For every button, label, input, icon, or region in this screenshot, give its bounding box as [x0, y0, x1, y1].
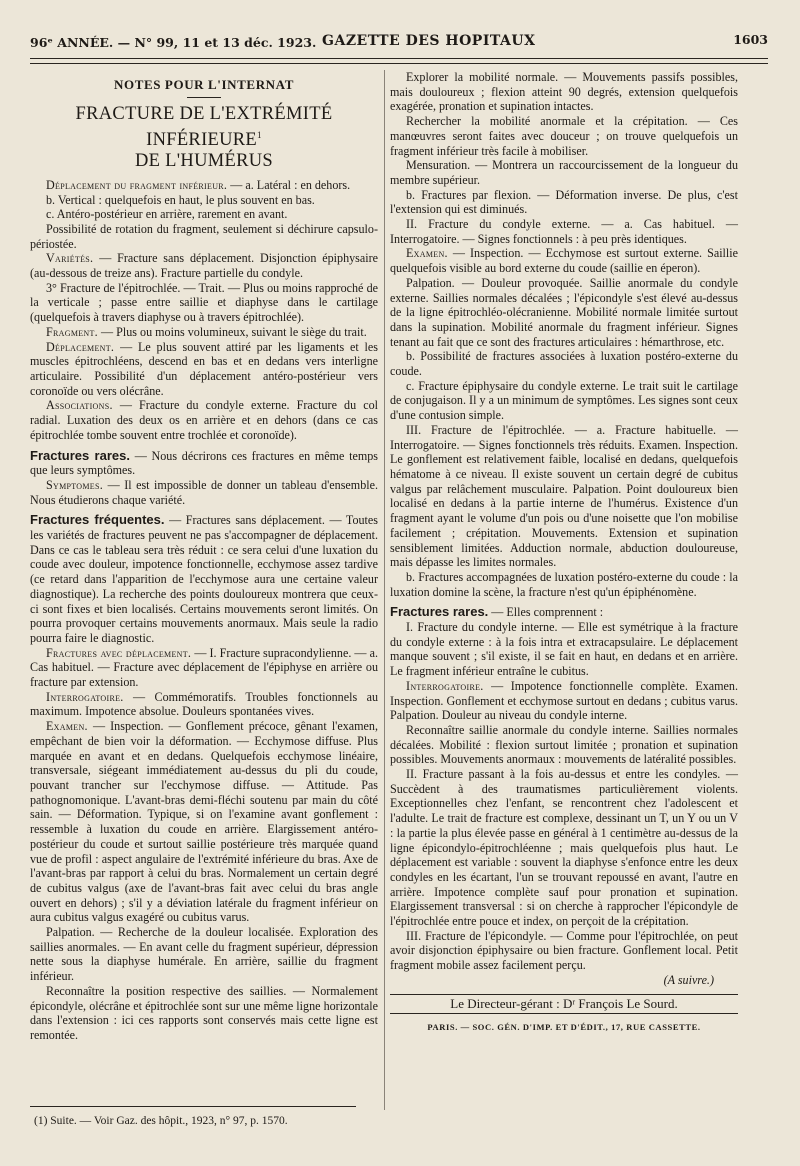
- paragraph: [30, 925, 378, 984]
- paragraph: [390, 246, 738, 275]
- paragraph-text: Palpation. — Recherche de la douleur localisée. Exploration des saillies anormales. — En avant celle du fragment supérieur, dépression nette sous la diaphyse humérale. En arrière, saillie du fragment inférieur.: [30, 925, 378, 984]
- paragraph: [30, 340, 378, 399]
- paragraph-text: b. Fractures par flexion. — Déformation inverse. De plus, c'est l'extension qui est diminués.: [390, 187, 738, 217]
- column-divider: [384, 70, 385, 1110]
- paragraph-text: Rechercher la mobilité anormale et la crépitation. — Ces manœuvres seront faites avec douceur ; on trouve quelquefois un fragment inférieur très facile à mobiliser.: [390, 114, 738, 158]
- rubric-label: Déplacement du fragment inférieur.: [46, 177, 228, 192]
- paragraph-text: Reconnaître saillie anormale du condyle interne. Saillies normales décalées. Mobilité : flexion surtout limitée ; pronation et supination possibles. Mouvements anormaux : mouvements de latéralité possibles.: [390, 722, 738, 767]
- paragraph: [390, 379, 738, 423]
- paragraph: [390, 158, 738, 187]
- rubric-label: Examen.: [406, 246, 448, 261]
- paragraph-text: — Elles comprennent :: [488, 605, 604, 620]
- paragraph-text: Mensuration. — Montrera un raccourcissement de la longueur du membre supérieur.: [390, 158, 738, 187]
- journal-name: GAZETTE DES HOPITAUX: [322, 33, 536, 49]
- page-number: 1603: [733, 32, 768, 47]
- subheading: Fractures rares.: [30, 447, 130, 463]
- paragraph-text: — Impotence fonctionnelle complète. Examen. Inspection. Gonflement et ecchymose surtout en dedans ; cubitus varus. Palpation. Douleur au niveau du condyle interne.: [390, 678, 738, 723]
- paragraph: [30, 719, 378, 925]
- article-title-line2: DE L'HUMÉRUS: [135, 150, 273, 171]
- running-header: [30, 32, 768, 54]
- paragraph: [30, 449, 378, 478]
- right-paragraphs: [390, 70, 738, 973]
- to-be-continued: (A suivre.): [663, 972, 714, 987]
- signature-rule: [390, 994, 738, 995]
- paragraph-text: c. Antéro-postérieur en arrière, rarement en avant.: [46, 207, 288, 222]
- paragraph-text: I. Fracture du condyle interne. — Elle est symétrique à la fracture du condyle externe : à la fois intra et extracapsulaire. Le déplacement manque souvent ; s'il existe, il se fait en haut, en dedans et en arrière. Le fragment inférieur entraîne le cubitus.: [390, 620, 738, 679]
- paragraph: [390, 188, 738, 217]
- paragraph: [30, 690, 378, 719]
- paragraph-text: II. Fracture du condyle externe. — a. Cas habituel. — Interrogatoire. — Signes fonctionnels : à peu près identiques.: [390, 217, 738, 246]
- paragraph-text: — Fracture du condyle externe. Fracture du col radial. Luxation des deux os en arrière et en dehors (dans ce cas épitrochlée tombe souvent entre trochlée et coronoïde).: [30, 398, 378, 442]
- left-paragraphs: [30, 178, 378, 1043]
- paragraph: [390, 723, 738, 767]
- paragraph-text: — Commémoratifs. Troubles fonctionnels au maximum. Impotence absolue. Douleurs spontanées vives.: [30, 689, 378, 719]
- paragraph: [390, 605, 738, 620]
- paragraph-text: II. Fracture passant à la fois au-dessus et entre les condyles. — Succèdent à des traumatismes particulièrement violents. Exceptionnelles chez l'enfant, se rencontrent chez l'adolescent et l'adulte. Le trait de fracture est complexe, dessinant un T, un Y ou un V : la partie la plus élevée passe en général à 1 centimètre au-dessus de la ligne épicondylo-épitrochléenne ; mais quelquefois plus haut. Le déplacement est variable : souvent la diaphyse s'enfonce entre les deux condyles en les écartant, l'un se trouvant repoussé en avant, l'autre en arrière. Impotence complète sauf pour pronation et supination. Elargissement transversal : si on cherche à rapprocher l'épicondyle de l'épitrochlée entre pouce et index, on perçoit de la crépitation.: [390, 767, 738, 929]
- paragraph: [30, 222, 378, 251]
- paragraph-text: Reconnaître la position respective des saillies. — Normalement épicondyle, olécrâne et épitrochlée sont sur une même ligne horizontale dans l'extension : ici ces rapports sont conservés mais cette ligne est remontée.: [30, 983, 378, 1042]
- director-signature: Le Directeur-gérant : Dʳ François Le Sourd.: [450, 995, 678, 1011]
- paragraph-text: — Il est impossible de donner un tableau d'ensemble. Nous étudierons chaque variété.: [30, 477, 378, 507]
- paragraph-text: — I. Fracture supracondylienne. — a. Cas habituel. — Fracture avec déplacement de l'épiphyse en arrière ou fracture par extension.: [30, 645, 379, 690]
- paragraph: [390, 70, 738, 114]
- paragraph: [30, 984, 378, 1043]
- paragraph: [390, 114, 738, 158]
- rubric-label: Fragment.: [46, 324, 99, 339]
- footnote-rule: [30, 1106, 356, 1107]
- rubric-label: Symptomes.: [46, 477, 104, 492]
- paragraph: [30, 251, 378, 280]
- paragraph: [390, 570, 738, 599]
- rubric-label: Fractures avec déplacement.: [46, 645, 192, 660]
- paragraph-text: b. Possibilité de fractures associées à luxation postéro-externe du coude.: [390, 349, 738, 379]
- paragraph: [390, 679, 738, 723]
- rubric-label: Déplacement.: [46, 339, 115, 354]
- paragraph: [30, 513, 378, 645]
- paragraph: [390, 217, 738, 246]
- paragraph-text: Explorer la mobilité normale. — Mouvements passifs possibles, mais douloureux ; flexion atteint 90 degrés, extension quelquefois exagérée, pronation et supination intactes.: [390, 70, 738, 114]
- paragraph: [390, 767, 738, 929]
- printer-imprint: PARIS. — SOC. GÉN. D'IMP. ET D'ÉDIT., 17, RUE CASSETTE.: [427, 1022, 701, 1033]
- section-rule: [187, 97, 221, 98]
- paragraph: [30, 398, 378, 442]
- paragraph-text: III. Fracture de l'épicondyle. — Comme pour l'épitrochlée, on peut avoir disjonction épiphysaire ou bien fracture. Gonflement local. Petit fragment mobile assez facilement perçu.: [390, 928, 738, 973]
- paragraph-text: — a. Latéral : en dehors.: [227, 177, 351, 192]
- paragraph-text: Palpation. — Douleur provoquée. Saillie anormale du condyle externe. Saillies normales décalées ; l'épicondyle s'est élevé au-dessus de la ligne épitrochléo-olécranienne. Mobilité normale limitée surtout dans la supination. Mobilité anormale du fragment inférieur. Signes tenant au fait que ce sont des fractures articulaires : hémarthrose, etc.: [390, 275, 738, 349]
- left-column: [30, 72, 378, 1043]
- paragraph-text: — Plus ou moins volumineux, suivant le siège du trait.: [98, 324, 367, 339]
- paragraph-text: 3° Fracture de l'épitrochlée. — Trait. — Plus ou moins rapproché de la verticale ; passe entre saillie et diaphyse dans le cartilage (quelquefois à travers diaphyse ou à travers épitrochlée).: [30, 280, 378, 325]
- paragraph-text: b. Vertical : quelquefois en haut, le plus souvent en bas.: [46, 192, 315, 207]
- rubric-label: Examen.: [46, 719, 88, 734]
- rubric-label: Interrogatoire.: [406, 678, 484, 693]
- paragraph-text: — Nous décrirons ces fractures en même temps que leurs symptômes.: [30, 448, 379, 478]
- footnote: (1) Suite. — Voir Gaz. des hôpit., 1923, n° 97, p. 1570.: [34, 1115, 288, 1127]
- rubric-label: Interrogatoire.: [46, 689, 124, 704]
- paragraph: [30, 646, 378, 690]
- paragraph: [390, 423, 738, 570]
- paragraph: [390, 349, 738, 378]
- paragraph: [30, 281, 378, 325]
- paragraph: [30, 207, 378, 222]
- section-title: NOTES POUR L'INTERNAT: [114, 77, 294, 92]
- paragraph: [390, 929, 738, 973]
- rubric-label: Associations.: [46, 398, 113, 413]
- paragraph: [30, 178, 378, 193]
- signature-rule-bottom: [390, 1013, 738, 1014]
- article-title: [30, 104, 378, 172]
- header-rule-thin: [30, 63, 768, 64]
- subheading: Fractures fréquentes.: [30, 512, 165, 528]
- paragraph: [390, 276, 738, 350]
- paragraph-text: — Inspection. — Ecchymose est surtout externe. Saillie quelquefois visible au bord externe du coude (saillie en éperon).: [390, 246, 738, 276]
- paragraph: [30, 478, 378, 507]
- header-rule: [30, 58, 768, 59]
- paragraph-text: Possibilité de rotation du fragment, seulement si déchirure capsulo-périostée.: [30, 221, 378, 251]
- article-title-line1: FRACTURE DE L'EXTRÉMITÉ INFÉRIEURE: [75, 103, 333, 150]
- subheading: Fractures rares.: [390, 604, 489, 620]
- right-column: [390, 70, 738, 1035]
- paragraph-text: c. Fracture épiphysaire du condyle externe. Le trait suit le cartilage de conjugaison. Il y a un minimum de symptômes. Les signes sont ceux d'une contusion simple.: [390, 378, 738, 423]
- paragraph-text: b. Fractures accompagnées de luxation postéro-externe du coude : la luxation domine la scène, la fracture n'est qu'un épiphénomène.: [390, 569, 738, 599]
- footnote-ref: 1: [257, 129, 262, 140]
- paragraph-text: — Le plus souvent attiré par les ligaments et les muscles épitrochléens, descend en bas et en dedans vers interligne articulaire. Possibilité d'un déplacement antéro-postérieur vers coronoïde ou vers olécrâne.: [30, 339, 378, 398]
- paragraph-text: — Fracture sans déplacement. Disjonction épiphysaire (au-dessous de treize ans). Fracture partielle du condyle.: [30, 251, 378, 281]
- issue-info: 96ᵉ ANNÉE. — N° 99, 11 et 13 déc. 1923.: [30, 35, 317, 50]
- paragraph-text: — Inspection. — Gonflement précoce, gênant l'examen, empêchant de bien voir la déformation. — Ecchymose diffuse. Plus marquée en avant et en dedans. Quelquefois ecchymose linéaire, transversale, siégeant immédiatement au-dessus du pli du coude, pouvant trancher sur l'ecchymose diffuse. — Attitude. Pas pathognomonique. L'avant-bras demi-fléchi soutenu par main du côté sain. — Déformation. Typique, si on l'examine avant gonflement : ressemble à luxation du coude en arrière. Elargissement antéro-postérieur du coude et surtout saillie postérieure très marquée quand vue de profil : aspect angulaire de l'extrémité inférieure du bras. Axe de l'avant-bras par rapport à celui du bras. Normalement un certain degré de cubitus valgus (axe de l'avant-bras fait avec celui du bras angle ouvert en dehors) ; s'il y a déviation latérale du fragment inférieur on aura cubitus valgus exagéré ou cubitus varus.: [30, 719, 378, 925]
- paragraph: [390, 620, 738, 679]
- paragraph-text: — Fractures sans déplacement. — Toutes les variétés de fractures peuvent ne pas s'accompagner de déplacement. Dans ce cas le tableau sera très réduit : ce sera celui d'une luxation du coude avec douleur, impotence fonctionnelle, ecchymose assez tardive (ce retard dans l'apparition de l'ecchymose aura une certaine valeur diagnostique). La recherche des points douloureux montrera que ceux-ci sont fixes et bien localisés. Certains mouvements seront limités. On pourra provoquer certains mouvements anormaux. Mais seule la radio pourra faire le diagnostic.: [30, 513, 378, 645]
- paragraph-text: III. Fracture de l'épitrochlée. — a. Fracture habituelle. — Interrogatoire. — Signes fonctionnels très réduits. Examen. Inspection. Le gonflement est relativement faible, localisé en dedans, quelquefois hématome à ce niveau. Il existe souvent un certain degré de cubitus valgus par relâchement musculaire. Palpation. Point douloureux bien localisé en dedans à la partie interne de l'humérus. Existence d'un fragment ayant le volume d'un pois ou d'une noisette que l'on mobilise facilement ; crépitation. Mouvements. Extension et supination sensiblement limitées. Adduction normale, abduction douloureuse, mais dépasse les limites normales.: [390, 422, 738, 570]
- paragraph: [30, 325, 378, 340]
- rubric-label: Variétés.: [46, 251, 94, 266]
- paragraph: [30, 193, 378, 208]
